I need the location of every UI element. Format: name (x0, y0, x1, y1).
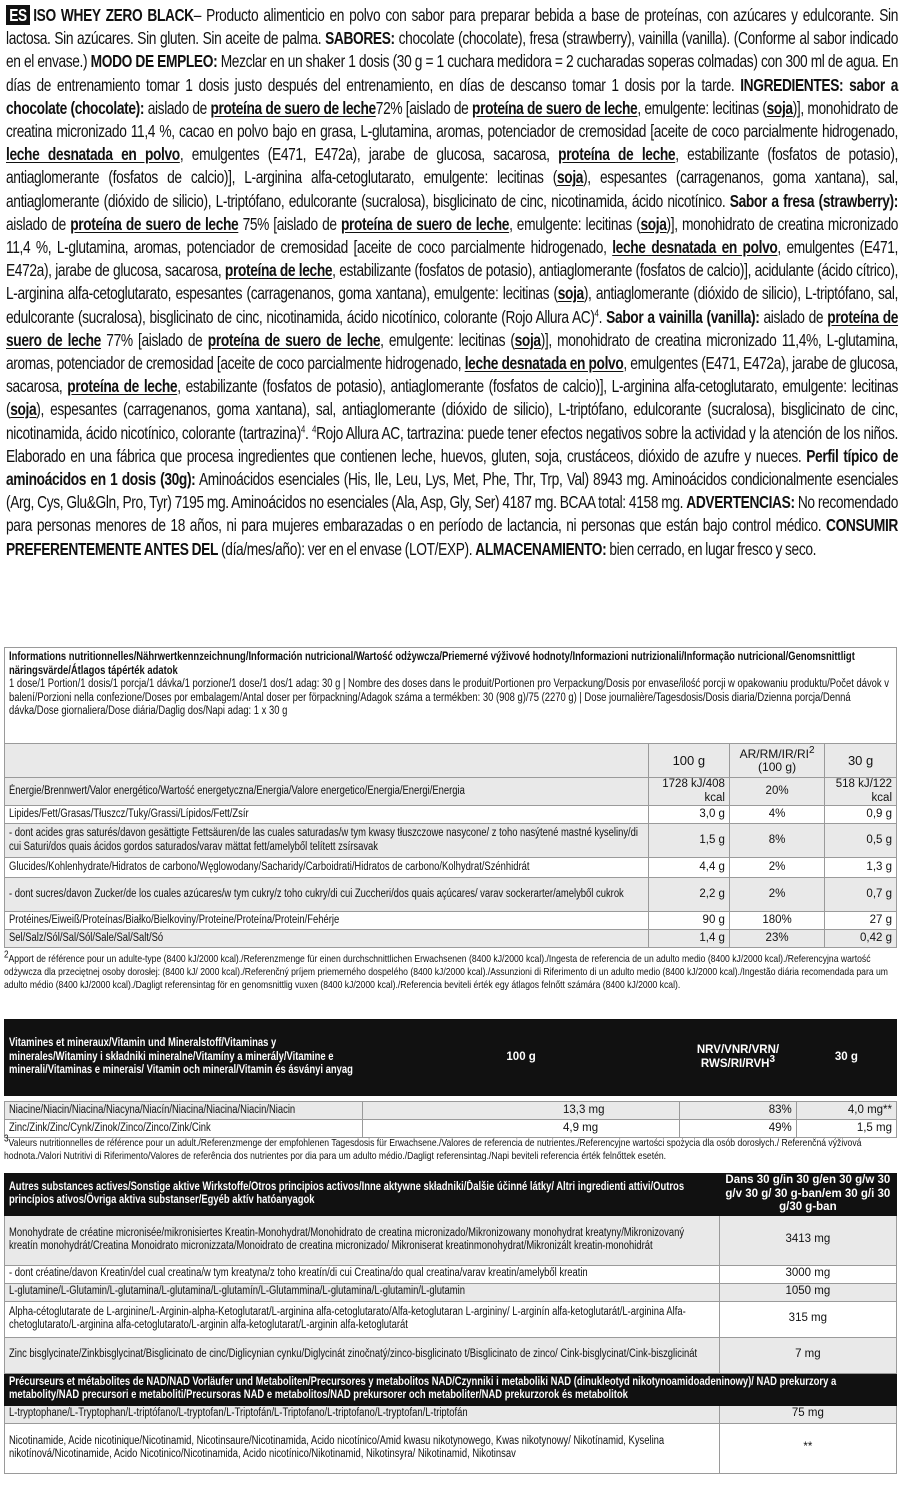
nutrition-row: Glucides/Kohlenhydrate/Hidratos de carbono/Węglowodany/Sacharidy/Carboidrati/Hidratos de carbono/Kolhydrat/Szénhidrát 4,4 g 2% 1,3 g (5, 858, 897, 878)
nutrition-row: - dont sucres/davon Zucker/de los cuales azúcares/w tym cukry/z toho cukry/di cui Zuccheri/dos quais açúcares/ varav sockerarter/amelyből cukrok 2,2 g 2% 0,7 g (5, 878, 897, 912)
storage-label: ALMACENAMIENTO: (475, 538, 607, 559)
language-badge: ES (6, 5, 30, 25)
nutrition-footnote: $^2$Apport de référence pour un adulte-type (8400 kJ/2000 kcal)./Referenzmenge für einen durchschnittlichen Erwachsenen (8400 kJ/2000 kcal)./Ingesta de referencia de un adulto medio (8400 kJ/2000 kcal)./Referencyjna wartość odżywcza dla przeciętnej osoby dorosłej: (8400 kJ/ 2000 kcal)./Referenčný príjem priemerného dospelého (8400 kJ/2000 kcal)./Assunzioni di Riferimento di un adulto medio (8400 kJ/2000 kcal)./Ingestão diária recomendada para um adulto médio (8400 kJ/2000 kcal)./Dagligt referensintag för en genomsnittlig vuxen (8400 kJ/2000 kcal)./Referencia beviteli érték egy átlagos felnőtt számára (8400 kJ/2000 kcal). (4, 949, 888, 991)
actives-table (4, 1173, 897, 1474)
vitamins-table (4, 1019, 897, 1138)
label-paragraph: ES ISO WHEY ZERO BLACK– Producto alimenticio en polvo con sabor para preparar bebida a base de proteínas, con azúcares y edulcorante. Sin lactosa. Sin azúcares. Sin gluten. Sin aceite de palma. SABORES: chocolate (chocolate), fresa (strawberry), vainilla (vanilla). (Conforme al sabor indicado en el envase.) MODO DE EMPLEO: Mezclar en un shaker 1 dosis (30 g = 1 cuchara medidora = 2 cucharadas soperas colmadas) con 300 ml de agua. En días de entrenamiento tomar 1 dosis justo después del entrenamiento, en días de descanso tomar 1 dosis por la tarde. INGREDIENTES: sabor a chocolate (chocolate): aislado de proteína de suero de leche72% [aislado de proteína de suero de leche, emulgente: lecitinas (soja)], monohidrato de creatina micronizado 11,4 %, cacao en polvo bajo en grasa, L-glutamina, aromas, potenciador de cremosidad [aceite de coco parcialmente hidrogenado, leche desnatada en polvo, emulgentes (E471, E472a), jarabe de glucosa, sacarosa, proteína de leche, estabilizante (fosfatos de potasio), antiaglomerante (fosfatos de calcio)], L-arginina alfa-cetoglutarato, emulgente: lecitinas (soja), espesantes (carragenanos, goma xantana), sal, antiaglomerante (dióxido de silicio), L-triptófano, edulcorante (sucralosa), bisglicinato de cinc, nicotinamida, ácido nicotínico. Sabor a fresa (strawberry): aislado de proteína de suero de leche 75% [aislado de proteína de suero de leche, emulgente: lecitinas (soja)], monohidrato de creatina micronizado 11,4 %, L-glutamina, aromas, potenciador de cremosidad [aceite de coco parcialmente hidrogenado, leche desnatada en polvo, emulgentes (E471, E472a), jarabe de glucosa, sacarosa, proteína de leche, estabilizante (fosfatos de potasio), antiaglomerante (fosfatos de calcio)], acidulante (ácido cítrico), L-arginina alfa-cetoglutarato, espesantes (carragenanos, goma xantana), emulgente: lecitinas (soja), antiaglomerante (dióxido de silicio), L-triptófano, sal, edulcorante (sucralosa), bisglicinato de cinc, nicotinamida, ácido nicotínico, colorante (Rojo Allura AC)$^4$. Sabor a vainilla (vanilla): aislado de proteína de suero de leche 77% [aislado de proteína de suero de leche, emulgente: lecitinas (soja)], monohidrato de creatina micronizado 11,4%, L-glutamina, aromas, potenciador de cremosidad [aceite de coco parcialmente hidrogenado, leche desnatada en polvo, emulgentes (E471, E472a), jarabe de glucosa, sacarosa, proteína de leche, estabilizante (fosfatos de potasio), antiaglomerante (fosfatos de calcio)], L-arginina alfa-cetoglutarato, emulgente: lecitinas (soja), espesantes (carragenanos, goma xantana), sal, antiaglomerante (dióxido de silicio), L-triptófano, edulcorante (sucralosa), bisglicinato de cinc, nicotinamida, ácido nicotínico, colorante (tartrazina)$^4$. $^4$Rojo Allura AC, tartrazina: puede tener efectos negativos sobre la actividad y la atención de los niños. Elaborado en una fábrica que procesa ingredientes que contienen leche, huevos, gluten, soja, crustáceos, dióxido de azufre y nueces. Perfil típico de aminoácidos en 1 dosis (30g): Aminoácidos esenciales (His, Ile, Leu, Lys, Met, Phe, Thr, Trp, Val) 8943 mg. Aminoácidos condicionalmente esenciales (Arg, Cys, Glu&Gln, Pro, Tyr) 7195 mg. Aminoácidos no esenciales (Ala, Asp, Gly, Ser) 4187 mg. BCAA total: 4158 mg. ADVERTENCIAS: No recomendado para personas menores de 18 años, ni para mujeres embarazadas o en período de lactancia, ni personas que están bajo control médico. CONSUMIR PREFERENTEMENTE ANTES DEL (día/mes/año): ver en el envase (LOT/EXP). ALMACENAMIENTO: bien cerrado, en lugar fresco y seco. (6, 5, 899, 559)
active-row: - dont créatine/davon Kreatin/del cual creatina/w tym kreatyna/z toho kreatín/di cui Creatina/do qual creatina/varav kreatin/amelyből kreatin 3000 mg (5, 1265, 897, 1283)
nad-row: Nicotinamide, Acide nicotinique/Nicotinamid, Nicotinsaure/Nicotinamida, Acido nicotínico/Amid kwasu nikotynowego, Kwas nikotynowy/ Nikotínamid, Kyselina nikotínová/Nicotinamide, Acido Nicotinico/Nicotinamida, Acido nicotínico/Nikotinamid, Nikotinsyra/ Nikotinamid, Nikotinsav ** (5, 1423, 897, 1473)
nutrition-row: - dont acides gras saturés/davon gesättigte Fettsäuren/de las cuales saturadas/w tym kwasy tłuszczowe nasycone/ z toho nasýtené mastné kyseliny/di cui Saturi/dos quais ácidos gordos saturados/varav mättat fett/amelyből telített zsírsavak 1,5 g 8% 0,5 g (5, 824, 897, 858)
vanilla-label: Sabor a vainilla (vanilla): (606, 306, 760, 327)
nad-row: L-tryptophane/L-Tryptophan/L-triptófano/L-tryptofan/L-Triptofán/L-Triptofano/L-triptofano/L-tryptofan/L-triptofán 75 mg (5, 1405, 897, 1423)
nutrition-row: Lipides/Fett/Grasas/Tłuszcz/Tuky/Grassi/Lípidos/Fett/Zsír 3,0 g 4% 0,9 g (5, 806, 897, 824)
bestbefore-label: CONSUMIR PREFERENTEMENTE ANTES DEL (6, 515, 899, 559)
nad-header-row (5, 1373, 897, 1405)
actives-title: Autres substances actives/Sonstige aktive Wirkstoffe/Otros principios activos/Inne aktywne składniki/Ďalšie účinné látky/ Altri ingredienti attivi/Outros princípios ativos/Övriga aktiva substanser/Egyéb aktív hatóanyagok (9, 1180, 685, 1207)
nad-title: Précurseurs et métabolites de NAD/NAD Vorläufer und Metaboliten/Precursores y metabolitos NAD/Czynniki i metaboliki NAD (dinukleotyd nikotynoamidoadeninowy)/ NAD prekurzory a metabolity/NAD precursori e metaboliti/Precursoras NAD e metabolitos/NAD prekursorer och metaboliter/NAD prekurzorok és metabolitok (9, 1375, 837, 1401)
vitamins-header-row: Vitamines et mineraux/Vitamin und Mineralstoff/Vitaminas y minerales/Witaminy i składniki mineralne/Vitamíny a minerály/Vitamine e minerali/Vitaminas e minerais/ Vitamin och mineral/Vitamin és ásványi anyag 100 g NRV/VNR/VRN/ RWS/RI/RVH$^3$ 30 g (5, 1020, 897, 1096)
product-name: ISO WHEY ZERO BLACK (33, 5, 194, 25)
nutrition-table (4, 647, 897, 948)
nutrition-row: Énergie/Brennwert/Valor energético/Wartość energetyczna/Energia/Valore energetico/Energia/Energi/Energia 1728 kJ/408 kcal 20% 518 kJ/122 kcal (5, 778, 897, 806)
vitamins-footnote: $^3$Valeurs nutritionnelles de référence pour un adult./Referenzmenge der empfohlenen Tagesdosis für Erwachsene./Valores de referencia de nutrientes./Referencyjne wartości spożycia dla osób dorosłych./ Referenčná výživová hodnota./Valori Nutritivi di Riferimento/Valores de referência dos nutrientes por dia para um adulto médio./Dagligt referensintag./Napi beviteli referencia érték felnőttek esetén. (4, 1133, 862, 1162)
nutrition-header-row: 100 g $AR/RM/IR/RI^2$ (100 g) 30 g (5, 744, 897, 778)
active-row: Zinc bisglycinate/Zinkbisglycinat/Bisglicinato de cinc/Diglicynian cynku/Diglycinát zinočnatý/zinco-bisglicinato t/Bisglicinato de zinco/ Cink-bisglycinat/Cink-biszglicinát 7 mg (5, 1337, 897, 1373)
nutrition-row: Protéines/Eiweiß/Proteínas/Białko/Bielkoviny/Proteine/Proteína/Protein/Fehérje 90 g 180% 27 g (5, 912, 897, 930)
nutrition-row: Sel/Salz/Sól/Sal/Sól/Sale/Sal/Salt/Só 1,4 g 23% 0,42 g (5, 930, 897, 948)
vitamin-row: Zinc/Zink/Zinc/Cynk/Zinok/Zinco/Zinco/Zink/Cink 4,9 mg 49% 1,5 mg (5, 1120, 897, 1138)
warnings-label: ADVERTENCIAS: (686, 492, 795, 513)
strawberry-label: Sabor a fresa (strawberry): (729, 190, 898, 211)
actives-header-row: Autres substances actives/Sonstige aktive Wirkstoffe/Otros principios activos/Inne aktywne składniki/Ďalšie účinné látky/ Altri ingredienti attivi/Outros princípios ativos/Övriga aktiva substanser/Egyéb aktív hatóanyagok Dans 30 g/in 30 g/en 30 g/w 30 g/v 30 g/ 30 g-ban/em 30 g/i 30 g/30 g-ban (5, 1174, 897, 1216)
vitamin-row: Niacine/Niacin/Niacina/Niacyna/Niacín/Niacina/Niacina/Niacin/Niacin 13,3 mg 83% 4,0 mg** (5, 1102, 897, 1120)
active-row: Monohydrate de créatine micronisée/mikronisiertes Kreatin-Monohydrat/Monohidrato de creatina micronizado/Mikronizowany monohydrat kreatyny/Mikronizovaný kreatín monohydrát/Creatina Monoidrato micronizzata/Monoidrato de creatina micronizado/ Mikroniserat kreatinmonohydrat/Mikronizált kreatin-monohidrát 3413 mg (5, 1215, 897, 1265)
active-row: L-glutamine/L-Glutamin/L-glutamina/L-glutamina/L-glutamín/L-Glutammina/L-glutamina/L-glutamin/L-glutamin 1050 mg (5, 1283, 897, 1301)
usage-label: MODO DE EMPLEO: (90, 51, 218, 72)
vitamins-title: Vitamines et mineraux/Vitamin und Mineralstoff/Vitaminas y minerales/Witaminy i składniki mineralne/Vitamíny a minerály/Vitamine e minerali/Vitaminas e minerais/ Vitamin och mineral/Vitamin és ásványi anyag (9, 1037, 353, 1077)
amino-label: Perfil típico de aminoácidos en 1 dosis (30g): (6, 445, 898, 490)
active-row: Alpha-cétoglutarate de L-arginine/L-Arginin-alpha-Ketoglutarat/L-arginina alfa-cetoglutarato/Alfa-ketoglutaran L-argininy/ L-arginín alfa-ketoglutarát/L-arginina Alfa-chetoglutarato/L-arginina alfa-cetoglutarato/L-arginin alfa-ketoglutarat/L-arginin alfa-ketoglutarát 315 mg (5, 1301, 897, 1337)
nutrition-title: Informations nutritionnelles/Nährwertkennzeichnung/Información nutricional/Wartość odżywcza/Priemerné výživové hodnoty/Informazioni nutrizionali/Informação nutricional/Genomsnittligt näringsvärde/Átlagos tápérték adatok (9, 651, 855, 677)
ingredients-label: INGREDIENTES: (740, 74, 844, 95)
flavors-label: SABORES: (325, 28, 395, 49)
dose-info: 1 dose/1 Portion/1 dosis/1 porcja/1 dávka/1 porzione/1 dose/1 dos/1 adag: 30 g | Nombre des doses dans le produit/Portionen pro Verpackung/Dosis por envase/ilość porcji w opakowaniu produktu/Počet dávok v balení/Porzioni nella confezione/Doses por embalagem/Antal doser per förpackning/Adagok száma a termékben: 30 (908 g)/75 (2270 g) | Dose journalière/Tagesdosis/Dosis diaria/Dzienna porcja/Denná dávka/Dose giornaliera/Dose diária/Daglig dos/Napi adag: 1 x 30 g (9, 678, 889, 717)
